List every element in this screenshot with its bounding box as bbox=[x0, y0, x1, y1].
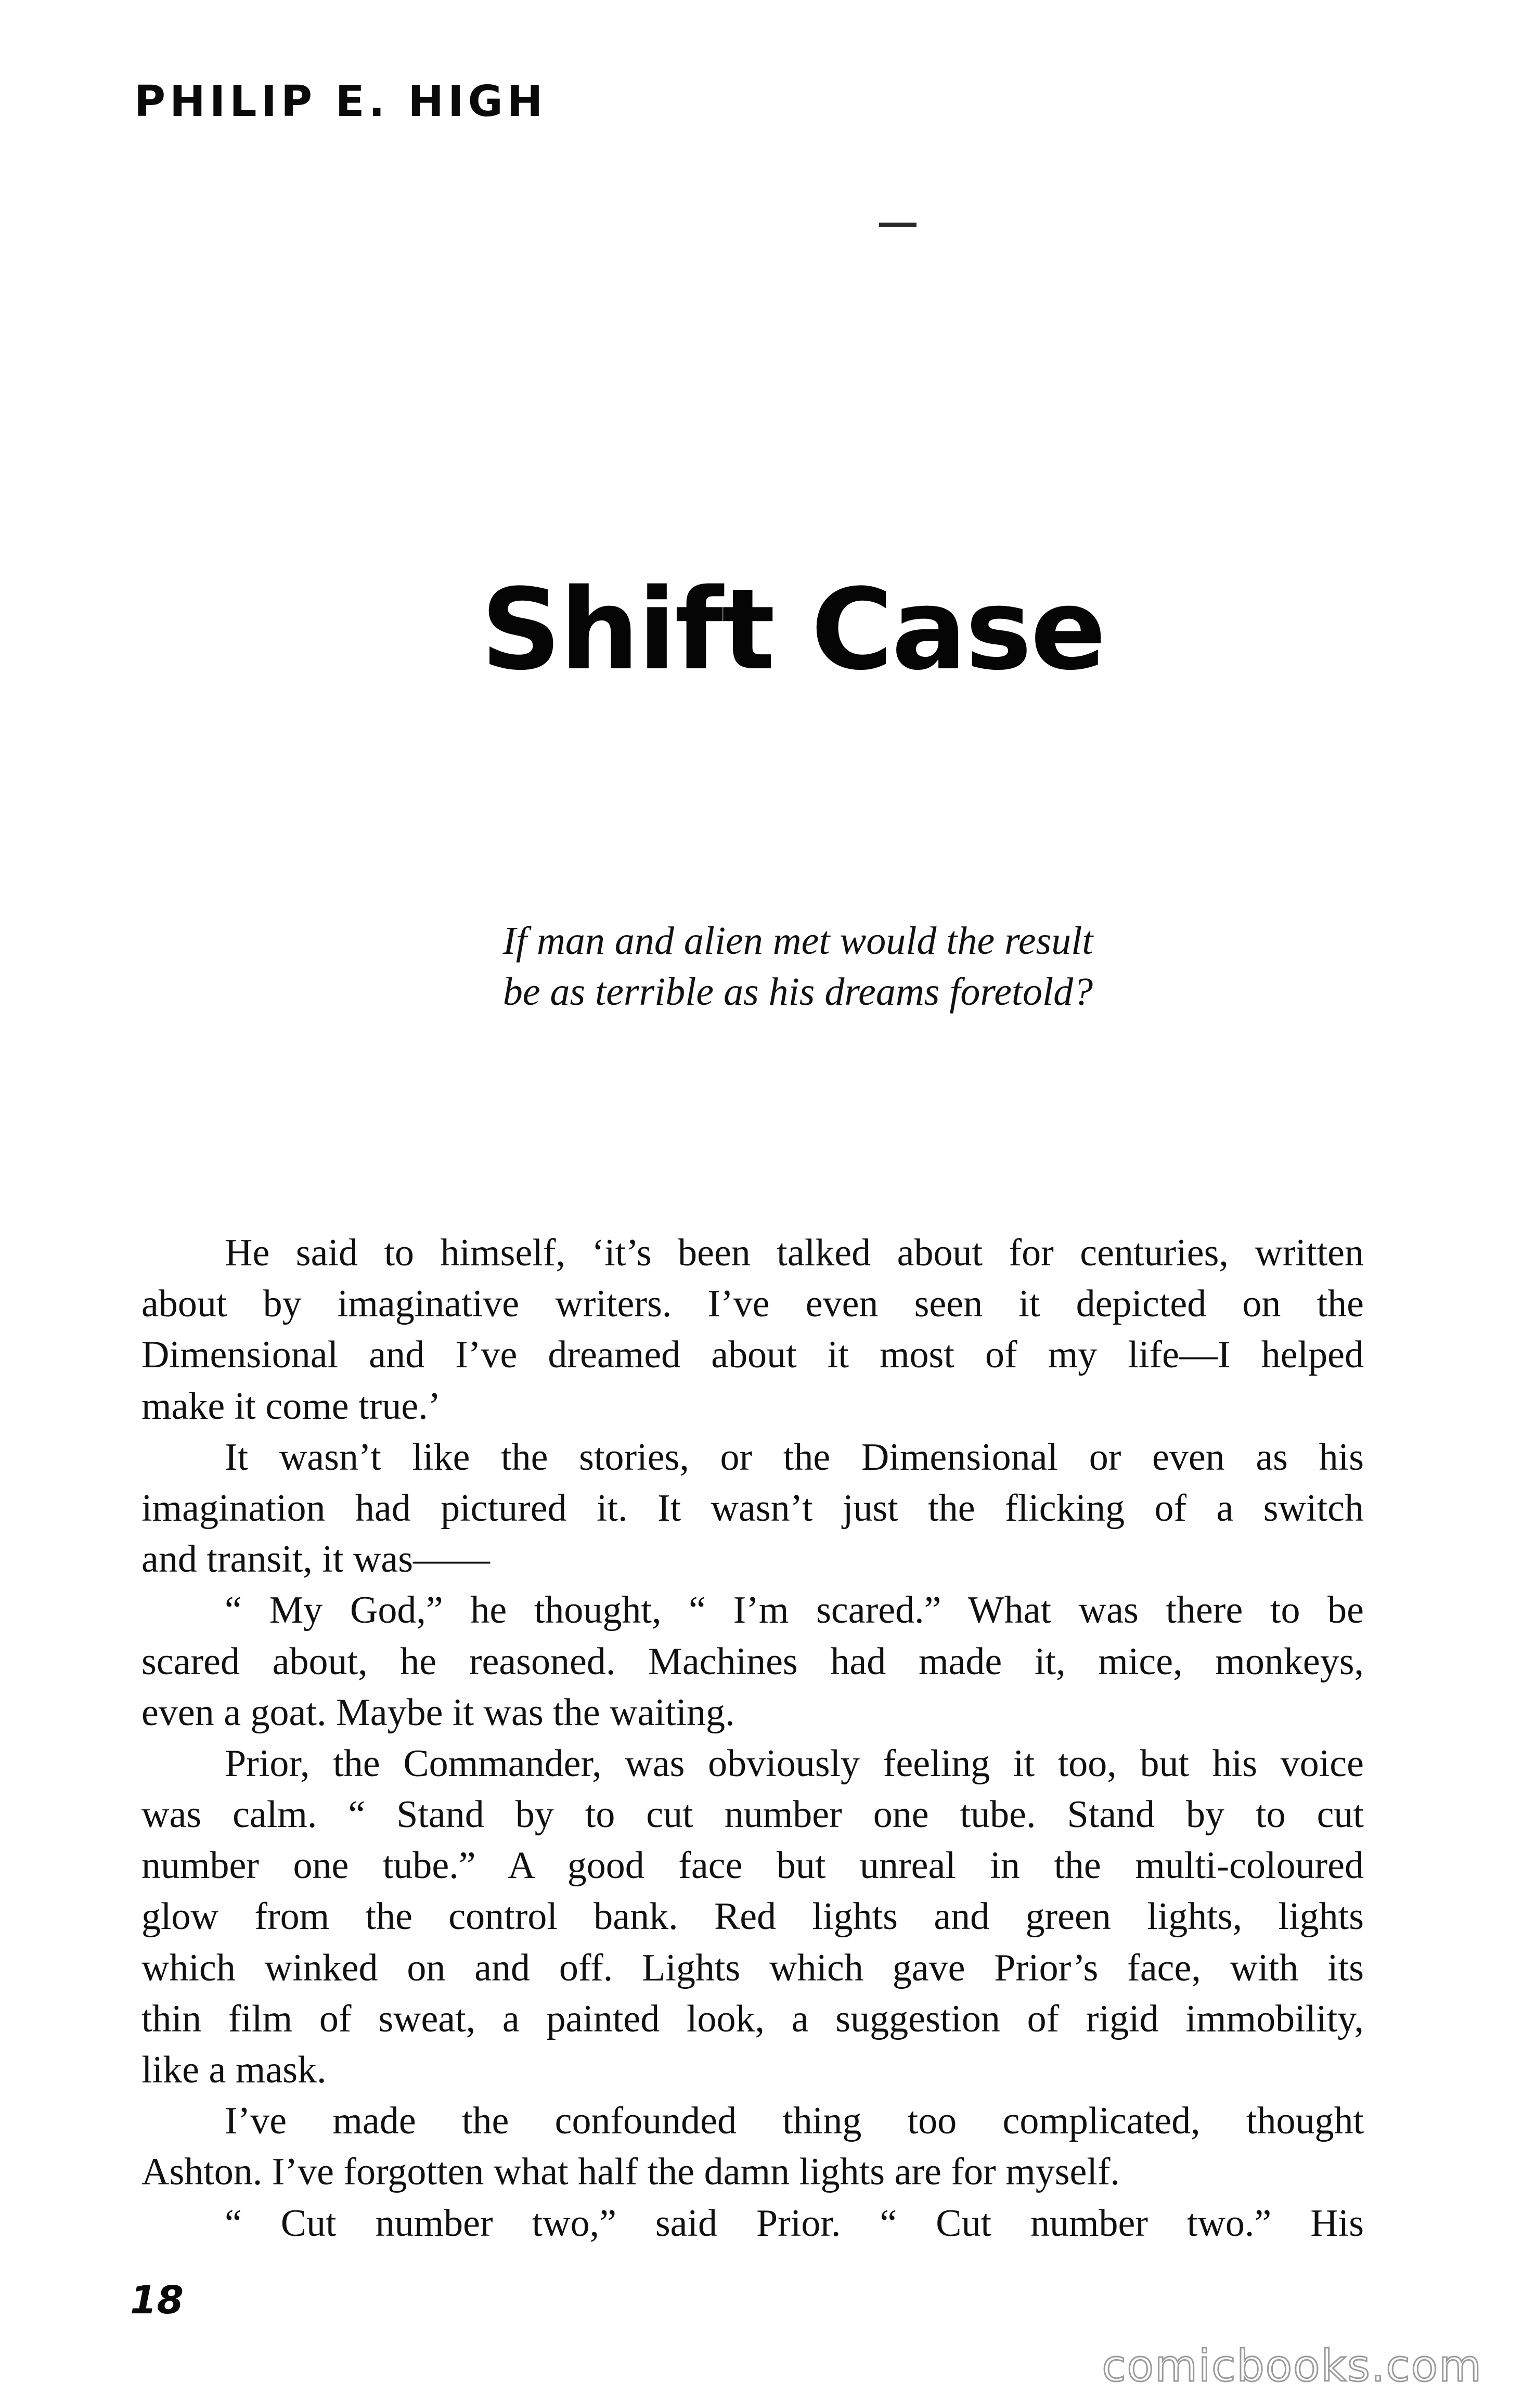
body-line: make it come true.’ bbox=[141, 1384, 441, 1428]
body-line: “ Cut number two,” said Prior. “ Cut number two.” His bbox=[225, 2202, 1364, 2245]
body-line: Dimensional and I’ve dreamed about it most of my life—I helped bbox=[141, 1334, 1364, 1377]
tagline-line-1: If man and alien met would the result bbox=[502, 919, 1093, 963]
body-line: thin film of sweat, a painted look, a suggestion of rigid immobility, bbox=[141, 1997, 1364, 2040]
story-title: Shift Case bbox=[481, 564, 1105, 695]
body-line: even a goat. Maybe it was the waiting. bbox=[141, 1691, 735, 1734]
body-line: number one tube.” A good face but unreal in the multi-coloured bbox=[141, 1844, 1364, 1887]
story-tagline bbox=[0, 915, 1523, 1017]
body-line: and transit, it was—— bbox=[141, 1538, 491, 1581]
body-line: I’ve made the confounded thing too complicated, thought bbox=[225, 2100, 1364, 2143]
body-line: which winked on and off. Lights which gave Prior’s face, with its bbox=[141, 1946, 1364, 1989]
body-line: scared about, he reasoned. Machines had made it, mice, monkeys, bbox=[141, 1640, 1364, 1683]
dash-mark bbox=[879, 223, 917, 227]
watermark-logo: comicbooks.com bbox=[1102, 2340, 1482, 2391]
body-line: Prior, the Commander, was obviously feeling it too, but his voice bbox=[225, 1742, 1364, 1785]
body-line: was calm. “ Stand by to cut number one tube. Stand by to cut bbox=[141, 1793, 1364, 1836]
author-header: PHILIP E. HIGH bbox=[134, 77, 547, 126]
page-number: 18 bbox=[130, 2278, 184, 2323]
body-line: imagination had pictured it. It wasn’t just the flicking of a switch bbox=[141, 1486, 1364, 1530]
body-line: about by imaginative writers. I’ve even seen it depicted on the bbox=[141, 1283, 1364, 1326]
tagline-line-2: be as terrible as his dreams foretold? bbox=[502, 970, 1093, 1014]
body-line: glow from the control bank. Red lights and green lights, lights bbox=[141, 1895, 1364, 1938]
body-line: like a mask. bbox=[141, 2049, 327, 2091]
body-line: Ashton. I’ve forgotten what half the damn lights are for myself. bbox=[141, 2151, 1120, 2194]
body-line: It wasn’t like the stories, or the Dimensional or even as his bbox=[225, 1435, 1364, 1479]
story-body bbox=[141, 1227, 1364, 2249]
body-line: “ My God,” he thought, “ I’m scared.” What was there to be bbox=[225, 1589, 1364, 1632]
body-line: He said to himself, ‘it’s been talked about for centuries, written bbox=[225, 1232, 1364, 1274]
